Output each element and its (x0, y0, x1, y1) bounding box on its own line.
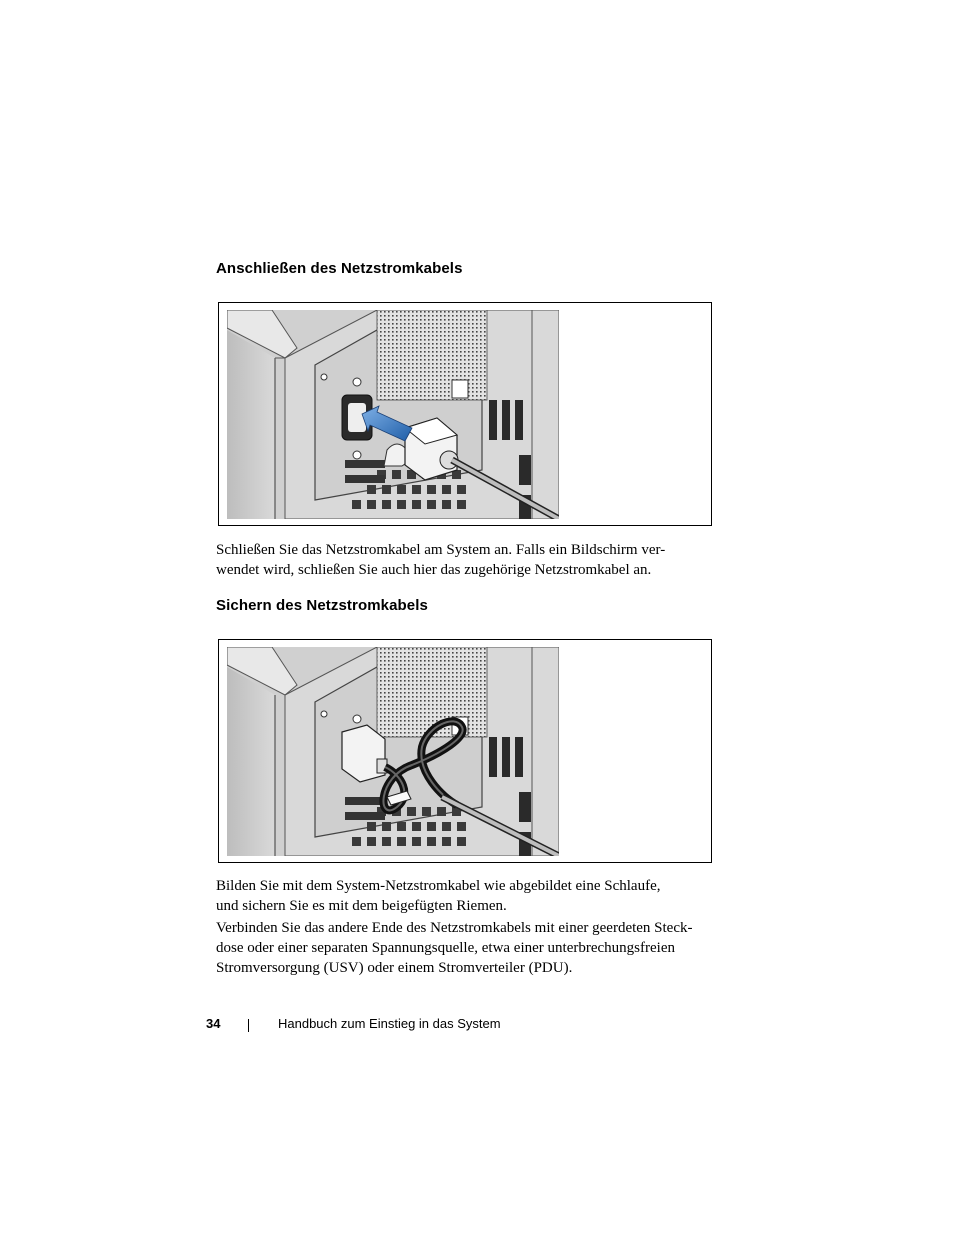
paragraph-line: wendet wird, schließen Sie auch hier das zugehörige Netzstromkabel an. (216, 562, 652, 578)
page-number: 34 (206, 1016, 221, 1031)
paragraph-line: Verbinden Sie das andere Ende des Netzstromkabels mit einer geerdeten Steck- (216, 920, 693, 936)
paragraph-line: Stromversorgung (USV) oder einem Stromverteiler (PDU). (216, 960, 573, 976)
section-heading-secure-power: Sichern des Netzstromkabels (216, 597, 428, 614)
paragraph-outlet-instructions (216, 918, 706, 978)
paragraph-line: und sichern Sie es mit dem beigefügten Riemen. (216, 898, 507, 914)
illustration-power-connect (227, 310, 559, 519)
illustration-power-secure (227, 647, 559, 856)
paragraph-line: dose oder einer separaten Spannungsquelle, etwa einer unterbrechungsfreien (216, 940, 675, 956)
section-heading-connect-power: Anschließen des Netzstromkabels (216, 260, 463, 277)
paragraph-loop-instructions (216, 876, 706, 916)
paragraph-connect-instructions (216, 540, 706, 580)
paragraph-line: Schließen Sie das Netzstromkabel am System an. Falls ein Bildschirm ver- (216, 542, 666, 558)
figure-secure-power-cable (218, 639, 712, 863)
footer-document-title: Handbuch zum Einstieg in das System (278, 1016, 501, 1031)
footer-separator (248, 1019, 249, 1032)
paragraph-line: Bilden Sie mit dem System-Netzstromkabel wie abgebildet eine Schlaufe, (216, 878, 661, 894)
figure-connect-power-cable (218, 302, 712, 526)
